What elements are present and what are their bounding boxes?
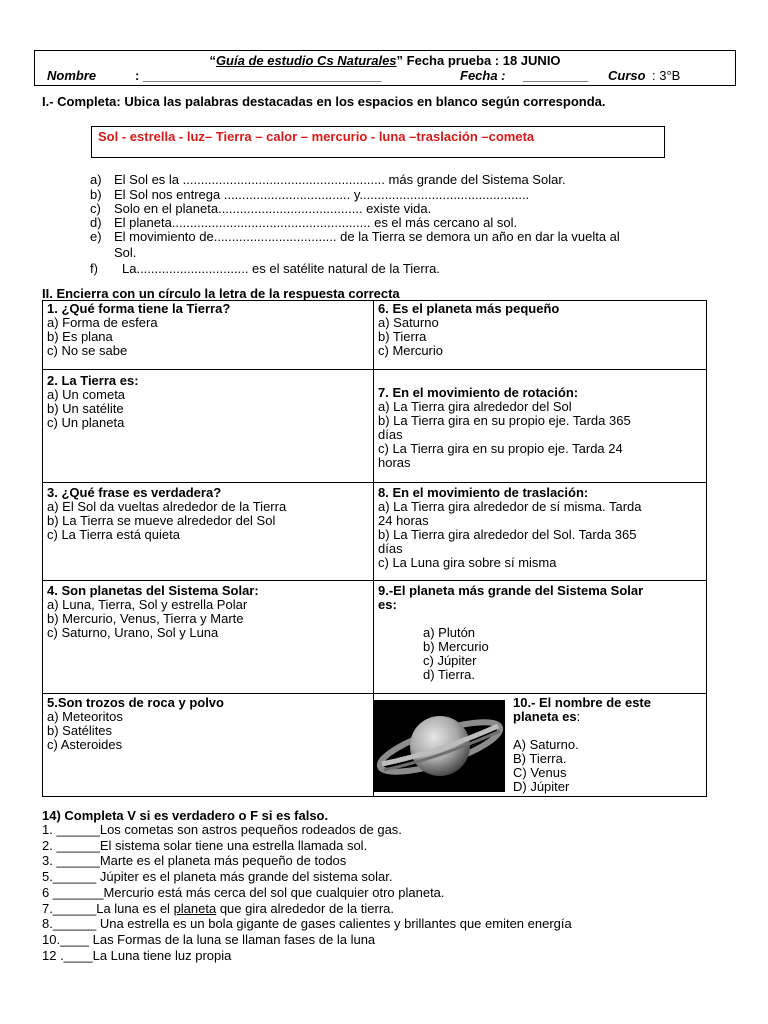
option[interactable]: a) La Tierra gira alrededor del Sol <box>378 399 572 414</box>
section1-title: I.- Completa: Ubica las palabras destacadas en los espacios en blanco según corresponda. <box>42 94 606 109</box>
close-quote: ” <box>396 53 404 68</box>
question-6-text: 6. Es el planeta más pequeño <box>378 301 560 316</box>
question-7-text: 7. En el movimiento de rotación: <box>378 385 579 400</box>
option[interactable]: a) Meteoritos <box>47 709 123 724</box>
option[interactable]: b) Satélites <box>47 723 113 738</box>
true-false-item[interactable]: 3. ______Marte es el planeta más pequeño de todos <box>42 853 347 869</box>
option[interactable]: b) Mercurio, Venus, Tierra y Marte <box>47 611 244 626</box>
option[interactable]: a) Luna, Tierra, Sol y estrella Polar <box>47 597 248 612</box>
option[interactable]: a) Forma de esfera <box>47 315 158 330</box>
option[interactable]: c) No se sabe <box>47 343 128 358</box>
option[interactable]: a) Saturno <box>378 315 439 330</box>
fill-item: e) El movimiento de.................................. de la Tierra se demora un año en dar la vuelta al <box>90 229 620 244</box>
option[interactable]: c) La Tierra gira en su propio eje. Tarda 24 <box>378 441 623 456</box>
question-8-text: 8. En el movimiento de traslación: <box>378 485 589 500</box>
open-quote: “ <box>209 53 216 68</box>
option[interactable]: D) Júpiter <box>513 779 570 794</box>
option-continued: 24 horas <box>378 513 429 528</box>
option[interactable]: d) Tierra. <box>423 667 476 682</box>
fill-item: a) El Sol es la ........................................................ más grande del Sistema Solar. <box>90 172 566 187</box>
question-10-text-cont: planeta es <box>513 709 577 724</box>
question-9-text: 9.-El planeta más grande del Sistema Solar <box>378 583 644 598</box>
question-3-cell <box>42 482 374 581</box>
question-8-cell <box>373 482 707 581</box>
guide-title: Guía de estudio Cs Naturales <box>215 53 397 68</box>
true-false-item[interactable]: 10.____ Las Formas de la luna se llaman fases de la luna <box>42 931 376 947</box>
option[interactable]: b) Mercurio <box>423 639 489 654</box>
option-continued: días <box>378 427 403 442</box>
question-3-text: 3. ¿Qué frase es verdadera? <box>47 485 222 500</box>
section2-title: II. Encierra con un círculo la letra de la respuesta correcta <box>42 286 400 301</box>
true-false-item[interactable]: 2. ______El sistema solar tiene una estrella llamada sol. <box>42 837 368 853</box>
option[interactable]: a) Un cometa <box>47 387 126 402</box>
saturn-image <box>374 700 505 792</box>
option-continued: días <box>378 541 403 556</box>
curso-value: : 3°B <box>652 68 681 83</box>
question-4-text: 4. Son planetas del Sistema Solar: <box>47 583 259 598</box>
fill-item: b) El Sol nos entrega ................................... y............................................... <box>90 187 530 202</box>
true-false-item[interactable]: 12 .____La Luna tiene luz propia <box>42 947 232 963</box>
fill-item: d) El planeta....................................................... es el más cercano al sol. <box>90 215 518 230</box>
section3-title: 14) Completa V si es verdadero o F si es falso. <box>42 808 329 823</box>
option[interactable]: b) La Tierra gira en su propio eje. Tarda 365 <box>378 413 631 428</box>
nombre-field[interactable]: : _________________________________ <box>135 68 382 83</box>
true-false-list <box>42 822 572 963</box>
nombre-label: Nombre <box>47 68 97 83</box>
option[interactable]: c) La Tierra está quieta <box>47 527 180 542</box>
question-2-text: 2. La Tierra es: <box>47 373 139 388</box>
option[interactable]: b) La Tierra se mueve alrededor del Sol <box>47 513 276 528</box>
question-5-cell <box>42 693 374 797</box>
option[interactable]: c) Un planeta <box>47 415 125 430</box>
question-4-cell <box>42 580 374 694</box>
true-false-item[interactable]: 8.______ Una estrella es un bola gigante de gases calientes y brillantes que emiten energía <box>42 916 572 932</box>
option[interactable]: c) Mercurio <box>378 343 444 358</box>
question-2-cell <box>42 369 374 483</box>
header-box <box>34 50 736 86</box>
fill-item: c) Solo en el planeta........................................ existe vida. <box>90 201 432 216</box>
question-9-cell <box>373 580 707 694</box>
question-1-text: 1. ¿Qué forma tiene la Tierra? <box>47 301 231 316</box>
true-false-item[interactable]: 6 _______Mercurio está más cerca del sol que cualquier otro planeta. <box>42 884 445 900</box>
header-title-row <box>35 53 735 68</box>
option[interactable]: a) El Sol da vueltas alrededor de la Tierra <box>47 499 287 514</box>
fill-item-continued: Sol. <box>114 245 137 260</box>
option[interactable]: c) Júpiter <box>423 653 477 668</box>
saturn-icon <box>374 700 505 792</box>
true-false-item[interactable]: 5.______ Júpiter es el planeta más grande del sistema solar. <box>42 869 393 885</box>
fecha-label: Fecha : <box>460 68 506 83</box>
option[interactable]: b) Tierra <box>378 329 427 344</box>
question-1-cell <box>42 300 374 370</box>
words-box <box>91 126 665 158</box>
curso-label: Curso <box>608 68 646 83</box>
fecha-field[interactable]: _________ <box>523 68 589 83</box>
fill-item: f) La............................... es el satélite natural de la Tierra. <box>90 261 440 276</box>
option[interactable]: c) Asteroides <box>47 737 123 752</box>
highlighted-words: Sol - estrella - luz– Tierra – calor – mercurio - luna –traslación –cometa <box>98 129 535 144</box>
question-10-colon: : <box>576 709 581 724</box>
option[interactable]: B) Tierra. <box>513 751 567 766</box>
question-10-text-block <box>513 696 651 794</box>
question-10-text: 10.- El nombre de este <box>513 695 651 710</box>
option[interactable]: a) Plutón <box>423 625 476 640</box>
true-false-item[interactable]: 7.______La luna es el planeta que gira alrededor de la tierra. <box>42 900 394 916</box>
option[interactable]: c) La Luna gira sobre sí misma <box>378 555 557 570</box>
question-5-text: 5.Son trozos de roca y polvo <box>47 695 224 710</box>
option[interactable]: b) Un satélite <box>47 401 124 416</box>
test-date: Fecha prueba : 18 JUNIO <box>403 53 561 68</box>
question-9-text-cont: es: <box>378 597 397 612</box>
option-continued: horas <box>378 455 411 470</box>
true-false-item[interactable]: 1. ______Los cometas son astros pequeños rodeados de gas. <box>42 822 402 837</box>
option[interactable]: a) La Tierra gira alrededor de sí misma. Tarda <box>378 499 642 514</box>
question-7-cell <box>373 369 707 483</box>
option[interactable]: A) Saturno. <box>513 737 579 752</box>
option[interactable]: b) La Tierra gira alrededor del Sol. Tarda 365 <box>378 527 637 542</box>
question-6-cell <box>373 300 707 370</box>
option[interactable]: C) Venus <box>513 765 567 780</box>
option[interactable]: c) Saturno, Urano, Sol y Luna <box>47 625 219 640</box>
option[interactable]: b) Es plana <box>47 329 113 344</box>
